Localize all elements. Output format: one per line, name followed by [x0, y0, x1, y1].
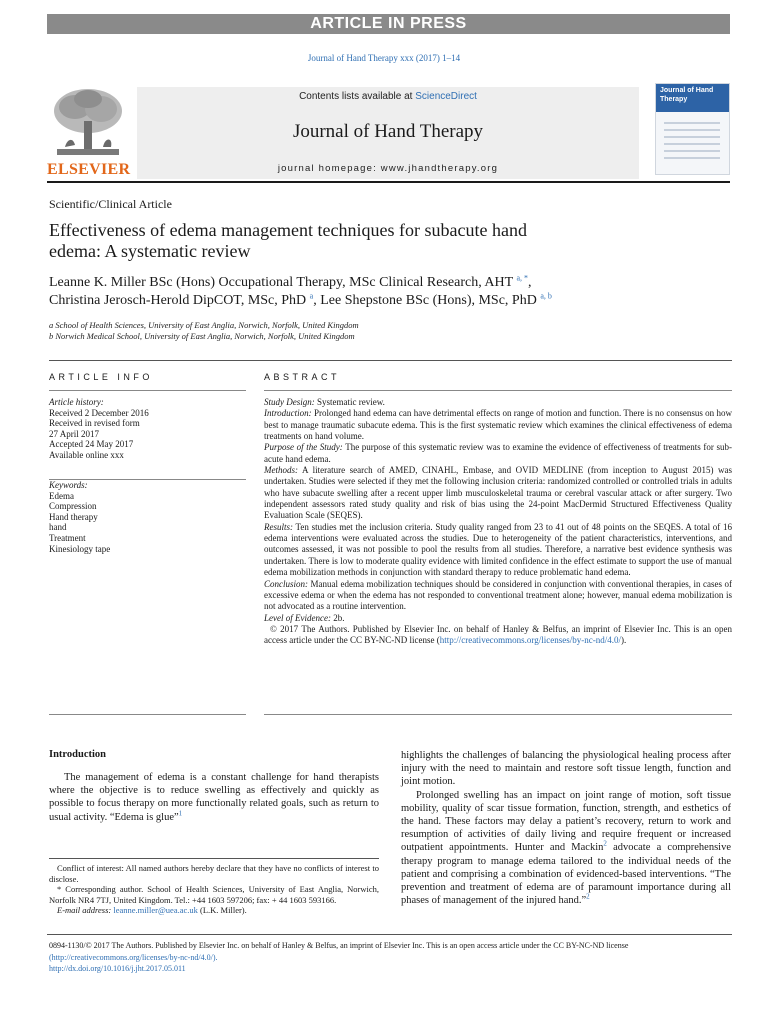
- author-shepstone-affil[interactable]: a, b: [540, 291, 552, 301]
- author-shepstone: Lee Shepstone BSc (Hons), MSc, PhD: [320, 293, 537, 308]
- article-in-press-banner: ARTICLE IN PRESS: [47, 14, 730, 34]
- copyright-end: ).: [621, 635, 627, 646]
- publication-info: [49, 940, 739, 975]
- header-divider: [47, 181, 730, 183]
- keyword-item: Compression: [49, 501, 97, 512]
- article-history: [49, 397, 246, 461]
- author-list: [49, 274, 729, 310]
- study-design-label: Study Design:: [264, 397, 315, 407]
- purpose-text: The purpose of this systematic review was to examine the evidence of effectiveness of treatments for sub-acute hand edema.: [264, 442, 732, 464]
- abstract-results: [264, 522, 732, 579]
- copyright-text: © 2017 The Authors. Published by Elsevier Inc. on behalf of Hanley & Belfus, an imprint of Elsevier Inc. This is an open access article under the CC BY-NC-ND license (: [264, 623, 732, 646]
- article-info-bottom-divider: [49, 714, 246, 715]
- history-item: Available online xxx: [49, 449, 124, 460]
- conclusion-label: Conclusion:: [264, 578, 308, 589]
- elsevier-tree-icon: [47, 87, 129, 159]
- intro-paragraph-1-text: The management of edema is a constant challenge for hand therapists where the objective is to reduce swelling as effectively and quickly as possible to focus therapy on more functionally related goals, such as return to usual activity. “Edema is glue”: [49, 772, 379, 823]
- email-label: E-mail address:: [57, 905, 112, 916]
- article-info-heading: ARTICLE INFO: [49, 372, 153, 382]
- abstract-heading: ABSTRACT: [264, 372, 341, 382]
- affiliation-b: b Norwich Medical School, University of East Anglia, Norwich, Norfolk, United Kingdom: [49, 331, 355, 341]
- front-matter-divider: [49, 360, 732, 361]
- affiliation-a: a School of Health Sciences, University of East Anglia, Norwich, Norfolk, United Kingdom: [49, 320, 359, 330]
- abstract-study-design: [264, 397, 732, 408]
- abstract-divider: [264, 390, 732, 391]
- intro-paragraph-1: [49, 771, 379, 824]
- intro-paragraph-2-text-a: Prolonged swelling has an impact on joint range of motion, soft tissue mobility, quality of scar tissue formation, function, strength, and esthetics of the hand. These factors may delay a patient’s recovery, return to work and resumption of activities of daily living and require frequent or increased outpatient appointments. Hunter and Mackin: [401, 789, 731, 854]
- elsevier-wordmark: ELSEVIER: [47, 161, 131, 178]
- journal-title: Journal of Hand Therapy: [292, 121, 484, 142]
- journal-citation-link[interactable]: Journal of Hand Therapy xxx (2017) 1–14: [307, 53, 461, 63]
- body-column-right: [401, 749, 731, 907]
- introduction-text: Prolonged hand edema can have detrimental effects on range of motion and function. There is no consensus on how best to manage traumatic subacute edema. This is the first systematic review which examines the clinical effectiveness of edema treatments on hand volume.: [264, 408, 732, 442]
- article-title-line-2: edema: A systematic review: [49, 241, 251, 261]
- abstract-methods: [264, 465, 732, 522]
- results-text: Ten studies met the inclusion criteria. Study quality ranged from 23 to 41 out of 48 points on the SEQES. A total of 16 edema interventions were evaluated across the studies. Due to heterogeneity of the patient characteristics, interventions, and outcomes assessed, it was not possible to pool the results from all studies. Therefore, a narrative best evidence synthesis was undertaken. There is low to moderate quality evidence with limited confidence in the effect estimate to support the use of manual edema mobilization methods in conjunction with standard therapy to reduce problematic hand edema.: [264, 521, 732, 578]
- abstract-purpose: [264, 442, 732, 465]
- keywords: [49, 480, 246, 554]
- article-info-divider: [49, 390, 246, 391]
- issn-line: 0894-1130/© 2017 The Authors. Published by Elsevier Inc. on behalf of Hanley & Belfus, an imprint of Elsevier Inc. This is an open access article under the CC BY-NC-ND license: [49, 941, 629, 950]
- keyword-item: Treatment: [49, 532, 86, 543]
- abstract-copyright: [264, 624, 732, 647]
- reference-link[interactable]: 2: [603, 839, 607, 848]
- journal-homepage[interactable]: journal homepage: www.jhandtherapy.org: [277, 163, 499, 174]
- abstract-bottom-divider: [264, 714, 732, 715]
- author-miller-affil[interactable]: a, *: [516, 273, 529, 283]
- author-jerosch-herold: Christina Jerosch-Herold DipCOT, MSc, PhD: [49, 293, 307, 308]
- elsevier-logo[interactable]: [47, 87, 129, 179]
- level-text: 2b.: [330, 612, 345, 623]
- corresponding-author-footnote: * Corresponding author. School of Health Sciences, University of East Anglia, Norwich, Norfolk NR4 7TJ, United Kingdom. Tel.: +44 1603 597206; fax: + 44 1603 593166.: [49, 884, 379, 905]
- author-miller: Leanne K. Miller BSc (Hons) Occupational Therapy, MSc Clinical Research, AHT: [49, 275, 513, 290]
- reference-link[interactable]: 1: [178, 809, 183, 818]
- author-jerosch-herold-affil[interactable]: a: [309, 291, 314, 301]
- abstract-introduction: [264, 408, 732, 442]
- body-column-left: [49, 749, 379, 824]
- purpose-label: Purpose of the Study:: [264, 442, 343, 453]
- cover-decoration: [664, 122, 720, 164]
- conclusion-text: Manual edema mobilization techniques should be considered in conjunction with conventional therapies, in cases of excessive edema or when the edema has not responded to conventional treatment alone; however, manual edema mobilization is not advocated as a routine intervention.: [264, 578, 732, 612]
- author-email-link[interactable]: leanne.miller@uea.ac.uk: [113, 905, 198, 916]
- level-label: Level of Evidence:: [264, 612, 331, 623]
- intro-paragraph-2: [401, 789, 731, 908]
- abstract-body: [264, 397, 732, 647]
- keywords-heading: Keywords:: [49, 480, 88, 490]
- contents-available-line: [137, 91, 639, 102]
- contents-prefix: Contents lists available at: [299, 91, 416, 102]
- history-item: Accepted 24 May 2017: [49, 439, 134, 450]
- author-separator: ,: [313, 293, 321, 308]
- bottom-license-link[interactable]: (http://creativecommons.org/licenses/by-nc-nd/4.0/).: [49, 952, 218, 962]
- intro-paragraph-2-text-b: advocate a comprehensive therapy program to manage edema tailored to the individual needs of the patient and comprising a combination of evidenced-based interventions. “The prevention and treatment of edema are of paramount importance during all phases of management of the injured hand.”: [401, 842, 731, 907]
- bottom-divider: [47, 934, 732, 935]
- abstract-level: [264, 613, 732, 624]
- journal-masthead: [137, 87, 639, 179]
- footnotes: [49, 863, 379, 916]
- methods-text: A literature search of AMED, CINAHL, Embase, and OVID MEDLINE (from inception to August 2015) was undertaken. Studies were selected if they met the following inclusion criteria: randomized controlled or controlled trials in adults who have subacute swelling after a recent upper limb musculoskeletal trauma or cerebral vascular attack or after surgery. Two independent assessors rated study quality and risk of bias using the 24-point MacDermid Structured Effectiveness Quality Evaluation Scale (SEQES).: [264, 465, 732, 521]
- email-footnote: [49, 905, 379, 916]
- article-title: [49, 220, 649, 262]
- keyword-item: Kinesiology tape: [49, 543, 111, 554]
- journal-header: [47, 83, 730, 179]
- intro-paragraph-1-cont: highlights the challenges of balancing the physiological healing process after injury with the need to maintain and restore soft tissue length, function and joint motion.: [401, 750, 731, 788]
- methods-label: Methods:: [264, 465, 298, 476]
- history-item: 27 April 2017: [49, 428, 100, 439]
- journal-cover-thumbnail[interactable]: [655, 83, 730, 175]
- introduction-heading: Introduction: [49, 749, 106, 760]
- introduction-label: Introduction:: [264, 408, 312, 419]
- license-link[interactable]: http://creativecommons.org/licenses/by-nc-nd/4.0/: [439, 635, 621, 646]
- doi-link[interactable]: http://dx.doi.org/10.1016/j.jht.2017.05.011: [49, 964, 186, 973]
- history-item: Received 2 December 2016: [49, 407, 149, 418]
- email-suffix: (L.K. Miller).: [197, 905, 247, 916]
- sciencedirect-link[interactable]: ScienceDirect: [415, 91, 477, 102]
- abstract-conclusion: [264, 579, 732, 613]
- article-title-line-1: Effectiveness of edema management techniques for subacute hand: [49, 220, 527, 240]
- article-section-type: Scientific/Clinical Article: [49, 197, 172, 211]
- keyword-item: hand: [49, 522, 67, 533]
- keyword-item: Hand therapy: [49, 511, 98, 522]
- cover-title: Journal of Hand Therapy: [660, 87, 714, 103]
- author-line-1: [49, 274, 729, 292]
- history-item: Received in revised form: [49, 418, 140, 429]
- results-label: Results:: [264, 521, 293, 532]
- article-history-heading: Article history:: [49, 397, 104, 407]
- keyword-item: Edema: [49, 490, 74, 501]
- footnote-divider: [49, 858, 379, 859]
- reference-link[interactable]: 2: [586, 892, 590, 901]
- study-design-text: Systematic review.: [314, 397, 385, 407]
- author-separator: ,: [528, 275, 532, 290]
- conflict-footnote: Conflict of interest: All named authors hereby declare that they have no conflicts of interest to disclose.: [49, 863, 379, 884]
- author-line-2: [49, 292, 729, 310]
